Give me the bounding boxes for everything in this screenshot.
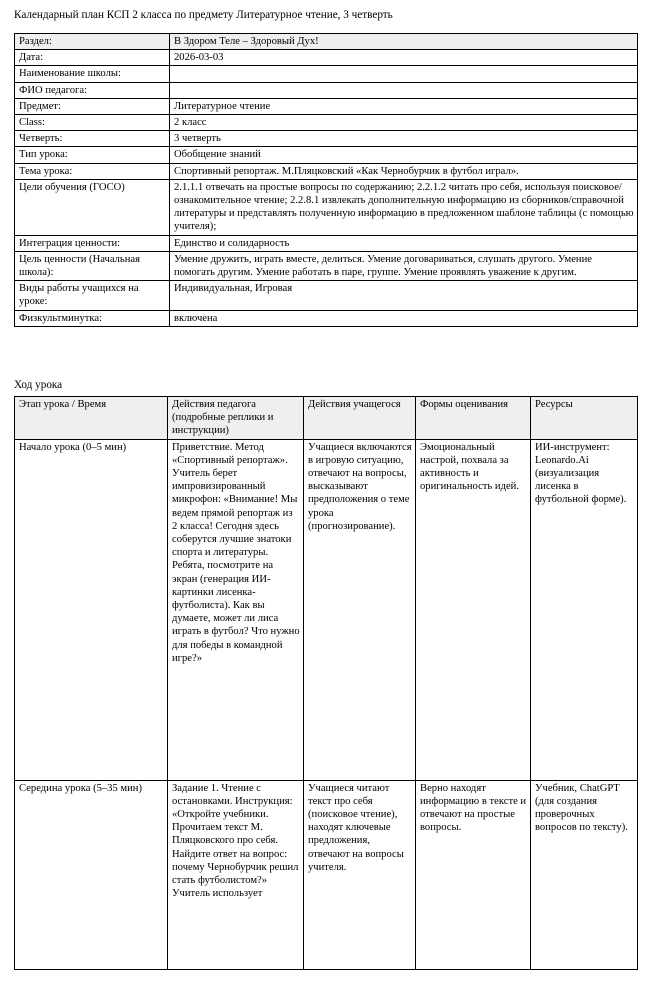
table-row xyxy=(15,131,638,147)
cell-resources: Учебник, ChatGPT (для создания проверочных вопросов по тексту). xyxy=(531,780,638,969)
lesson-flow-body xyxy=(15,439,638,969)
info-value: 2.1.1.1 отвечать на простые вопросы по содержанию; 2.2.1.2 читать про себя, используя поисковое/ознакомительное чтение; 2.2.8.1 извлекать дополнительную информацию из сборников/справочной литературы и представлять полученную информацию в предложенном шаблоне таблицы (с помощью учителя); xyxy=(170,179,638,235)
info-key: Физкультминутка: xyxy=(15,310,170,326)
info-key: Четверть: xyxy=(15,131,170,147)
column-header-student: Действия учащегося xyxy=(304,397,416,440)
table-row xyxy=(15,780,638,969)
table-row xyxy=(15,439,638,780)
table-row xyxy=(15,98,638,114)
cell-resources: ИИ-инструмент: Leonardo.Ai (визуализация лисенка в футбольной форме). xyxy=(531,439,638,780)
table-row xyxy=(15,281,638,310)
info-value: Литературное чтение xyxy=(170,98,638,114)
info-value: Обобщение знаний xyxy=(170,147,638,163)
table-row xyxy=(15,66,638,82)
cell-assessment: Верно находят информацию в тексте и отвечают на простые вопросы. xyxy=(416,780,531,969)
cell-student-actions: Учащиеся читают текст про себя (поисковое чтение), находят ключевые предложения, отвечают на вопросы учителя. xyxy=(304,780,416,969)
info-value: Спортивный репортаж. М.Пляцковский «Как Чернобурчик в футбол играл». xyxy=(170,163,638,179)
info-value: 3 четверть xyxy=(170,131,638,147)
table-header-row xyxy=(15,397,638,440)
cell-teacher-actions: Приветствие. Метод «Спортивный репортаж». Учитель берет импровизированный микрофон: «Внимание! Мы ведем прямой репортаж из 2 класса! Сегодня здесь соберутся лучшие знатоки спорта и литературы. Ребята, посмотрите на экран (генерация ИИ-картинки лисенка-футболиста). Как вы думаете, может ли лиса играть в футбол? Что нужно для победы в командной игре?» xyxy=(168,439,304,780)
lesson-flow-heading: Ход урока xyxy=(14,379,63,391)
table-row xyxy=(15,82,638,98)
info-value: Индивидуальная, Игровая xyxy=(170,281,638,310)
cell-student-actions: Учащиеся включаются в игровую ситуацию, отвечают на вопросы, высказывают предположения о теме урока (прогнозирование). xyxy=(304,439,416,780)
table-row xyxy=(15,235,638,251)
cell-stage: Середина урока (5–35 мин) xyxy=(15,780,168,969)
lesson-info-table xyxy=(14,33,638,327)
info-key: Виды работы учащихся на уроке: xyxy=(15,281,170,310)
info-key: Цель ценности (Начальная школа): xyxy=(15,251,170,280)
info-value: 2026-03-03 xyxy=(170,50,638,66)
page-title: Календарный план КСП 2 класса по предмету Литературное чтение, 3 четверть xyxy=(14,9,393,21)
column-header-teacher: Действия педагога (подробные реплики и инструкции) xyxy=(168,397,304,440)
table-row xyxy=(15,163,638,179)
info-value: В Здором Теле – Здоровый Дух! xyxy=(170,34,638,50)
column-header-resources: Ресурсы xyxy=(531,397,638,440)
table-row xyxy=(15,179,638,235)
cell-assessment: Эмоциональный настрой, похвала за активность и оригинальность идей. xyxy=(416,439,531,780)
info-value xyxy=(170,82,638,98)
info-key: ФИО педагога: xyxy=(15,82,170,98)
info-key: Наименование школы: xyxy=(15,66,170,82)
info-key: Class: xyxy=(15,115,170,131)
lesson-flow-table xyxy=(14,396,638,970)
info-key: Интеграция ценности: xyxy=(15,235,170,251)
table-row xyxy=(15,50,638,66)
info-key: Предмет: xyxy=(15,98,170,114)
info-key: Раздел: xyxy=(15,34,170,50)
table-row xyxy=(15,115,638,131)
info-value: включена xyxy=(170,310,638,326)
cell-teacher-actions: Задание 1. Чтение с остановками. Инструкция: «Откройте учебники. Прочитаем текст М. Пляцковского про себя. Найдите ответ на вопрос: почему Чернобурчик решил стать футболистом?» Учитель использует xyxy=(168,780,304,969)
info-value: Умение дружить, играть вместе, делиться. Умение договариваться, слушать другого. Умение помогать другим. Умение работать в паре, группе. Умение проявлять уважение к другим. xyxy=(170,251,638,280)
info-value: 2 класс xyxy=(170,115,638,131)
info-key: Тип урока: xyxy=(15,147,170,163)
column-header-assessment: Формы оценивания xyxy=(416,397,531,440)
table-row xyxy=(15,147,638,163)
info-key: Дата: xyxy=(15,50,170,66)
table-row xyxy=(15,251,638,280)
lesson-info-body xyxy=(15,34,638,327)
column-header-stage: Этап урока / Время xyxy=(15,397,168,440)
lesson-flow-header xyxy=(15,397,638,440)
info-value: Единство и солидарность xyxy=(170,235,638,251)
info-key: Тема урока: xyxy=(15,163,170,179)
table-row xyxy=(15,310,638,326)
cell-stage: Начало урока (0–5 мин) xyxy=(15,439,168,780)
info-value xyxy=(170,66,638,82)
info-key: Цели обучения (ГОСО) xyxy=(15,179,170,235)
table-row xyxy=(15,34,638,50)
